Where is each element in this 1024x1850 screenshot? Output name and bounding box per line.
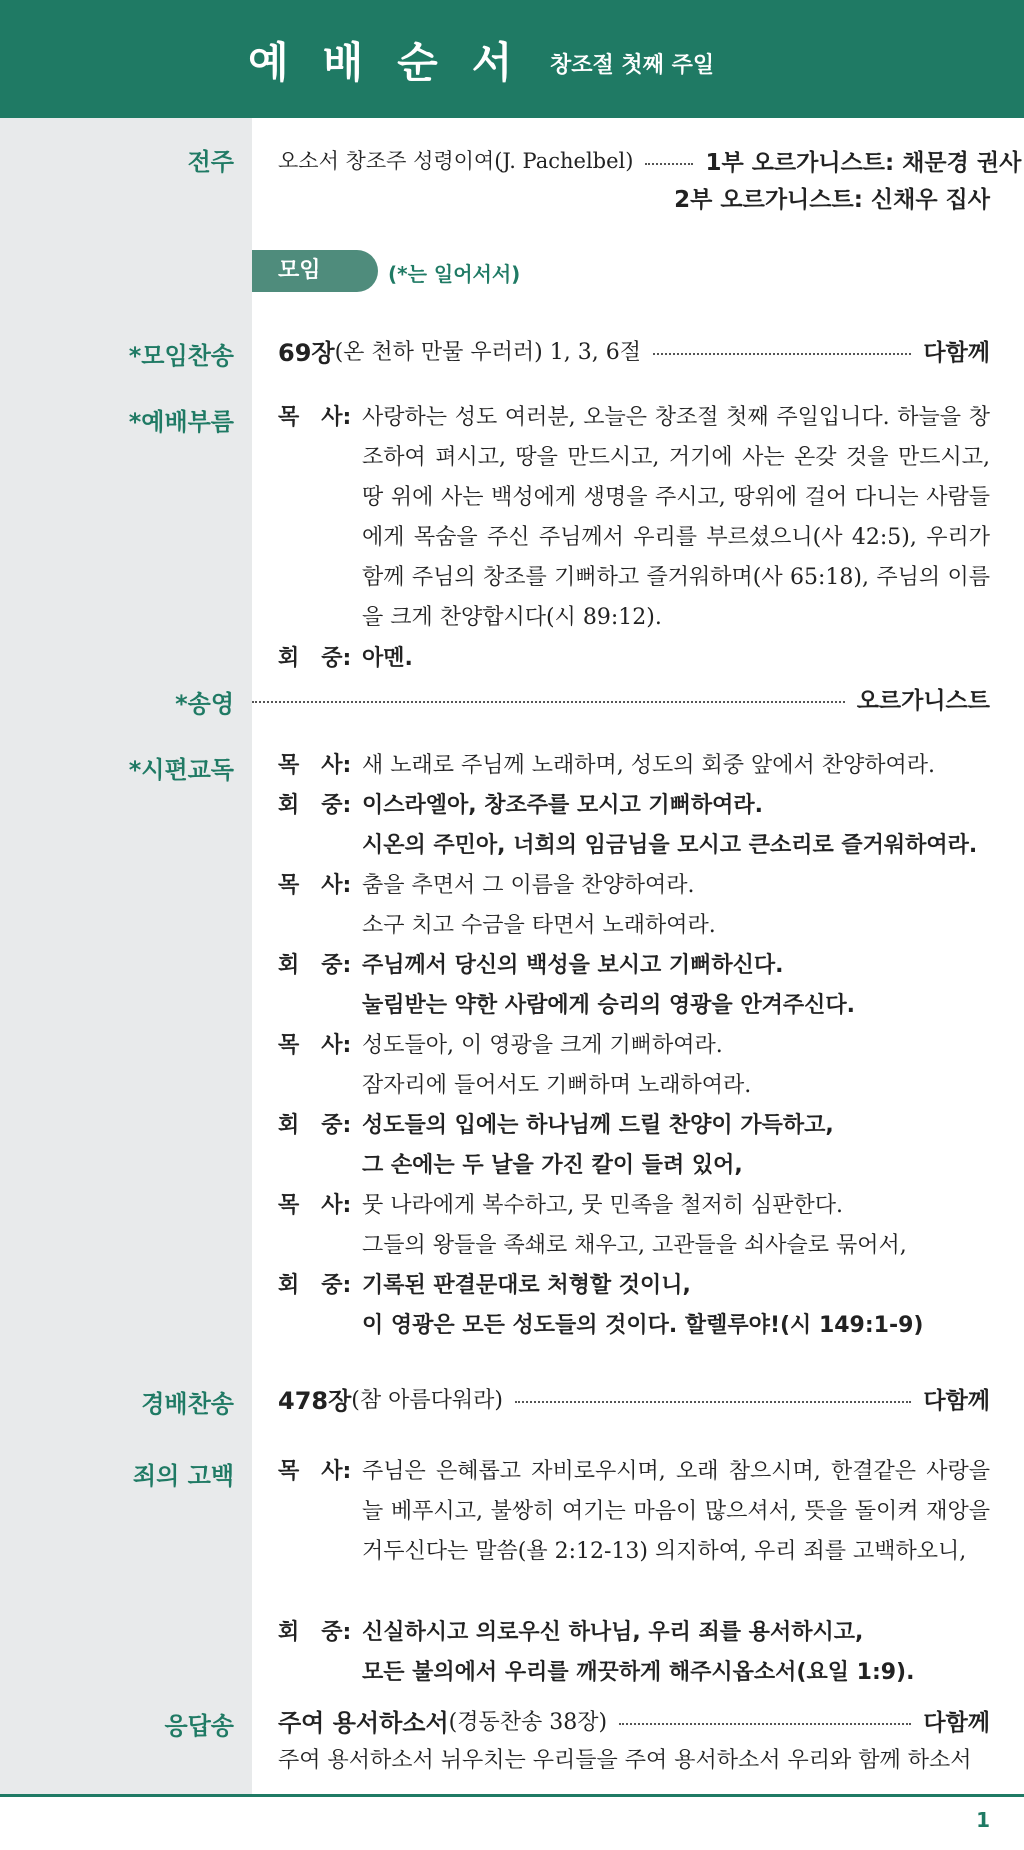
adoration-hymn-label: 경배찬송 <box>141 1390 234 1418</box>
adoration-hymn-desc: (참 아름다워라) <box>351 1387 503 1413</box>
dotted-leader <box>619 1723 911 1725</box>
psalm-line: 눌림받는 약한 사람에게 승리의 영광을 안겨주신다. <box>362 993 855 1018</box>
dotted-leader <box>252 701 845 703</box>
footer-divider <box>0 1794 1024 1797</box>
call-to-worship-pastor-text: 사랑하는 성도 여러분, 오늘은 창조절 첫째 주일입니다. 하늘을 창조하여 펴시고, 땅을 만드시고, 거기에 사는 온갖 것을 만드시고, 땅 위에 사는 백성에게 생명을 주시고, 땅위에 걸어 다니는 사람들에게 목숨을 주신 주님께서 우리를 부르셨으니(사 42:5), 우리가 함께 주님의 창조를 기뻐하고 즐거워하며(사 65:18), 주님의 이름을 크게 찬양합시다(시 89:12). <box>362 405 990 630</box>
speaker-pastor: 목 사: <box>278 1033 352 1058</box>
speaker-pastor: 목 사: <box>278 873 352 898</box>
psalm-line: 그 손에는 두 날을 가진 칼이 들려 있어, <box>362 1153 743 1178</box>
prelude-row <box>278 140 1022 180</box>
doxology-label: *송영 <box>175 690 234 718</box>
confession-congregation-line-2: 모든 불의에서 우리를 깨끗하게 해주시옵소서(요일 1:9). <box>362 1660 915 1685</box>
page-subtitle: 창조절 첫째 주일 <box>550 53 715 78</box>
speaker-pastor: 목 사: <box>278 1459 352 1484</box>
prelude-organist-2: 2부 오르가니스트: 신채우 집사 <box>674 187 990 213</box>
gathering-hymn-desc: (온 천하 만물 우러러) 1, 3, 6절 <box>334 339 641 365</box>
dotted-leader <box>653 353 911 355</box>
confession-label: 죄의 고백 <box>132 1462 234 1490</box>
speaker-congregation: 회 중: <box>278 953 352 978</box>
speaker-pastor: 목 사: <box>278 1193 352 1218</box>
gathering-hymn-who: 다함께 <box>923 339 990 366</box>
doxology-who: 오르가니스트 <box>856 687 990 714</box>
header-bar <box>0 0 1024 118</box>
adoration-hymn-number: 478장 <box>278 1386 352 1415</box>
prelude-organist-1: 1부 오르가니스트: 채문경 권사 <box>705 149 1022 176</box>
adoration-hymn-who: 다함께 <box>923 1387 990 1414</box>
prelude-piece: 오소서 창조주 성령이여(J. Pachelbel) <box>278 149 634 173</box>
call-to-worship-congregation-text: 아멘. <box>362 646 413 671</box>
speaker-congregation: 회 중: <box>278 1273 352 1298</box>
psalm-line: 주님께서 당신의 백성을 보시고 기뻐하신다. <box>362 953 784 978</box>
doxology-row <box>252 678 990 718</box>
speaker-congregation: 회 중: <box>278 793 352 818</box>
psalm-line: 시온의 주민아, 너희의 임금님을 모시고 큰소리로 즐거워하여라. <box>362 833 978 858</box>
response-song-lyrics: 주여 용서하소서 뉘우치는 우리들을 주여 용서하소서 우리와 함께 하소서 <box>278 1748 972 1773</box>
gathering-hymn-row <box>278 330 990 370</box>
confession-congregation-line-1: 신실하시고 의로우신 하나님, 우리 죄를 용서하시고, <box>362 1620 864 1645</box>
psalm-line: 그들의 왕들을 족쇄로 채우고, 고관들을 쇠사슬로 묶어서, <box>362 1233 907 1258</box>
psalm-line: 이 영광은 모든 성도들의 것이다. 할렐루야!(시 149:1-9) <box>362 1313 924 1338</box>
psalm-line: 춤을 추면서 그 이름을 찬양하여라. <box>362 873 695 898</box>
speaker-congregation: 회 중: <box>278 1620 352 1645</box>
section-note: (*는 일어서서) <box>388 262 521 286</box>
psalm-line: 새 노래로 주님께 노래하며, 성도의 회중 앞에서 찬양하여라. <box>362 753 935 778</box>
response-song-desc: (경동찬송 38장) <box>448 1709 608 1735</box>
response-song-label: 응답송 <box>164 1712 234 1740</box>
speaker-pastor: 목 사: <box>278 753 352 778</box>
section-tab-gathering: 모임 <box>252 250 378 292</box>
psalm-line: 성도들아, 이 영광을 크게 기뻐하여라. <box>362 1033 723 1058</box>
call-to-worship-label: *예배부름 <box>128 408 234 436</box>
dotted-leader <box>645 163 693 165</box>
psalm-reading-label: *시편교독 <box>128 756 234 784</box>
speaker-congregation: 회 중: <box>278 646 352 671</box>
adoration-hymn-row <box>278 1378 990 1418</box>
gathering-hymn-number: 69장 <box>278 338 335 367</box>
psalm-line: 뭇 나라에게 복수하고, 뭇 민족을 철저히 심판한다. <box>362 1193 843 1218</box>
prelude-organist-2-row <box>674 180 990 221</box>
response-song-title: 주여 용서하소서 <box>278 1708 449 1737</box>
dotted-leader <box>515 1401 911 1403</box>
psalm-line: 이스라엘아, 창조주를 모시고 기뻐하여라. <box>362 793 763 818</box>
page-number: 1 <box>976 1808 990 1832</box>
page-title: 예배순서 <box>248 38 547 87</box>
response-song-row <box>278 1700 990 1740</box>
confession-pastor-text: 주님은 은혜롭고 자비로우시며, 오래 참으시며, 한결같은 사랑을 늘 베푸시고, 불쌍히 여기는 마음이 많으셔서, 뜻을 돌이켜 재앙을 거두신다는 말씀(욜 2:12-13) 의지하여, 우리 죄를 고백하오니, <box>362 1459 990 1564</box>
gathering-hymn-label: *모임찬송 <box>128 342 234 370</box>
response-song-who: 다함께 <box>923 1709 990 1736</box>
psalm-line: 성도들의 입에는 하나님께 드릴 찬양이 가득하고, <box>362 1113 834 1138</box>
speaker-pastor: 목 사: <box>278 405 352 430</box>
psalm-line: 소구 치고 수금을 타면서 노래하여라. <box>362 913 716 938</box>
psalm-line: 기록된 판결문대로 처형할 것이니, <box>362 1273 691 1298</box>
speaker-congregation: 회 중: <box>278 1113 352 1138</box>
prelude-label: 전주 <box>187 148 234 176</box>
psalm-line: 잠자리에 들어서도 기뻐하며 노래하여라. <box>362 1073 752 1098</box>
